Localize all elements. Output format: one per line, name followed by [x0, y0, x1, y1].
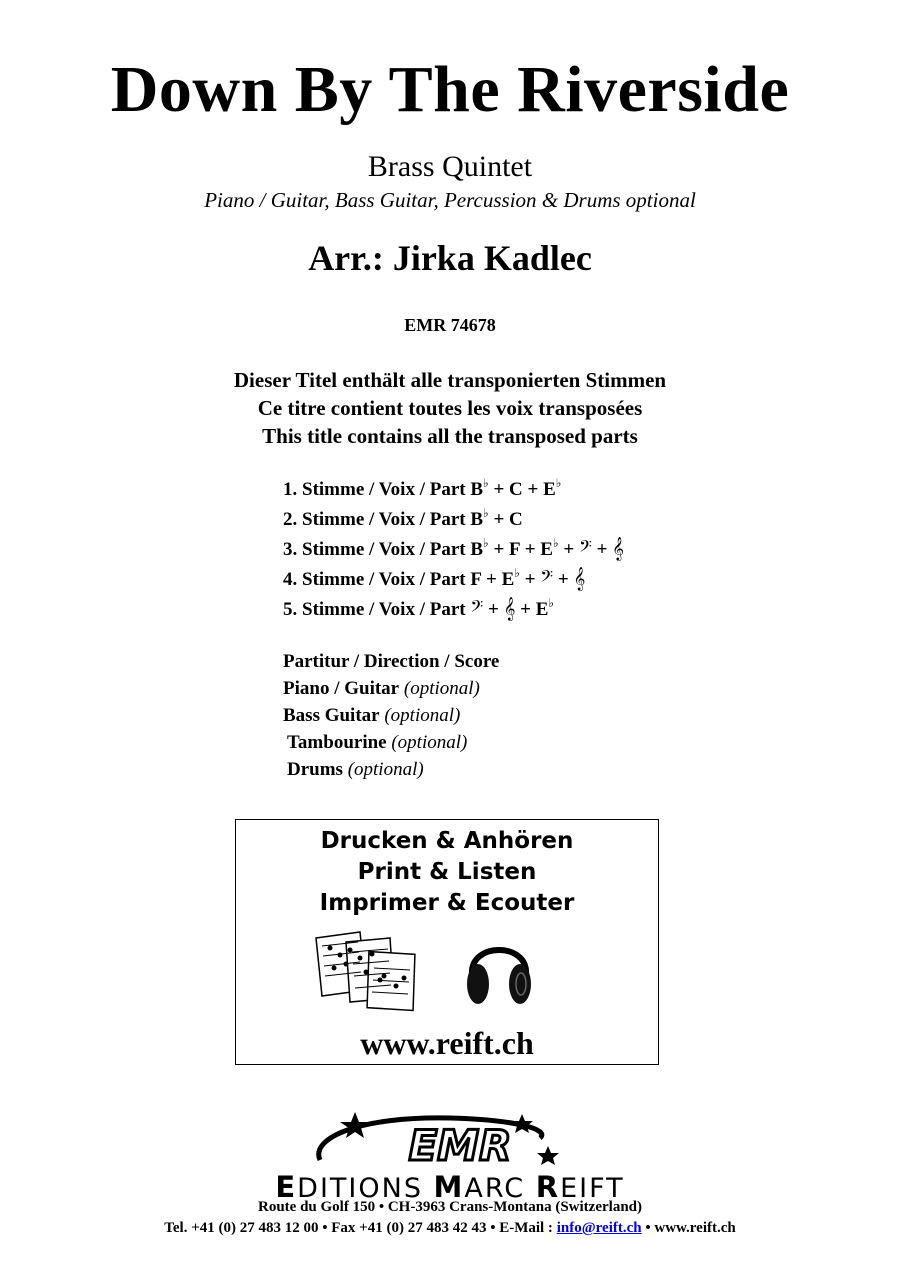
logo-letters: EMR [408, 1121, 512, 1170]
promo-lines [236, 826, 658, 919]
part-label: 2. Stimme / Voix / Part [283, 509, 471, 530]
part-keys: F + E♭ + 𝄢 + 𝄞 [470, 566, 586, 590]
part-keys: B♭ + C [470, 506, 523, 530]
page-title: Down By The Riverside [110, 53, 790, 126]
extra-part-row [283, 729, 499, 756]
extra-part-note: (optional) [384, 705, 461, 726]
extra-part-label: Partitur / Direction / Score [283, 651, 500, 672]
ensemble-subtitle: Brass Quintet [367, 150, 533, 183]
emr-logo [300, 1108, 620, 1172]
extra-part-note: (optional) [391, 732, 468, 753]
part-row [283, 468, 624, 498]
publisher-word: EIFT [560, 1173, 625, 1204]
part-label: 5. Stimme / Voix / Part [283, 599, 471, 620]
extra-part-row [283, 756, 499, 783]
part-label: 1. Stimme / Voix / Part [283, 479, 471, 500]
instrumentation-note: Piano / Guitar, Bass Guitar, Percussion & Drums optional [204, 188, 696, 212]
publisher-word: DITIONS [297, 1173, 434, 1204]
publisher-contact [0, 1219, 900, 1237]
publisher-initial: R [535, 1170, 561, 1204]
extra-part-row [283, 648, 499, 675]
part-label: 4. Stimme / Voix / Part [283, 569, 471, 590]
print-listen-box [235, 819, 659, 1065]
part-row [283, 528, 624, 558]
extra-part-label: Tambourine [287, 732, 387, 753]
part-keys: B♭ + F + E♭ + 𝄢 + 𝄞 [470, 536, 624, 560]
extra-part-note: (optional) [347, 759, 424, 780]
publisher-address: Route du Golf 150 • CH-3963 Crans-Montana (Switzerland) [258, 1199, 642, 1215]
promo-line-en: Print & Listen [357, 859, 537, 885]
sheet-music-icon [308, 928, 420, 1012]
promo-url[interactable]: www.reift.ch [360, 1025, 534, 1061]
transposition-notice [0, 366, 900, 450]
catalog-number: EMR 74678 [404, 315, 496, 335]
extra-part-label: Drums [287, 759, 343, 780]
additional-parts-list [283, 648, 499, 783]
promo-line-de: Drucken & Anhören [320, 828, 574, 854]
part-row [283, 588, 624, 618]
extra-part-row [283, 702, 499, 729]
notice-line-fr: Ce titre contient toutes les voix transposées [257, 396, 643, 420]
email-link[interactable]: info@reift.ch [556, 1220, 642, 1236]
contact-website: • www.reift.ch [641, 1220, 736, 1236]
extra-part-note: (optional) [403, 678, 480, 699]
part-keys: 𝄢 + 𝄞 + E♭ [470, 596, 555, 620]
publisher-word: ARC [464, 1173, 536, 1204]
extra-part-row [283, 675, 499, 702]
notice-line-de: Dieser Titel enthält alle transponierten Stimmen [233, 368, 667, 392]
extra-part-label: Piano / Guitar [283, 678, 400, 699]
extra-part-label: Bass Guitar [283, 705, 380, 726]
contact-phone-fax: Tel. +41 (0) 27 483 12 00 • Fax +41 (0) 27 483 42 43 • E-Mail : [164, 1220, 557, 1236]
publisher-initial: E [275, 1170, 298, 1204]
notice-line-en: This title contains all the transposed parts [262, 424, 638, 448]
promo-line-fr: Imprimer & Ecouter [319, 890, 575, 916]
part-row [283, 498, 624, 528]
part-keys: B♭ + C + E♭ [470, 476, 562, 500]
publisher-initial: M [433, 1170, 465, 1204]
part-row [283, 558, 624, 588]
arranger: Arr.: Jirka Kadlec [308, 238, 592, 278]
parts-list [283, 468, 624, 618]
part-label: 3. Stimme / Voix / Part [283, 539, 471, 560]
headphones-icon [464, 928, 534, 1010]
